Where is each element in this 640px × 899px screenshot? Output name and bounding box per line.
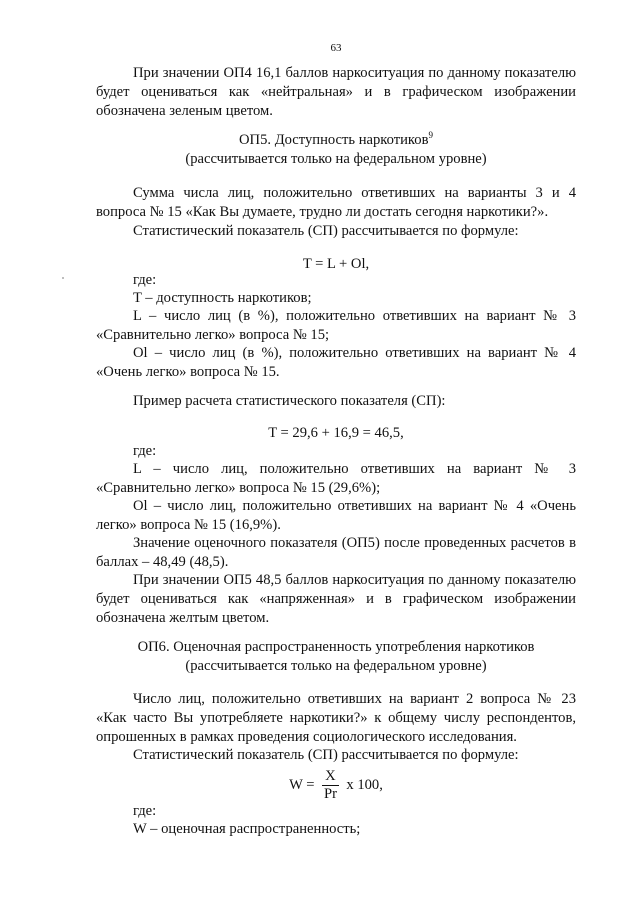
formula-rhs: x 100, <box>346 776 383 793</box>
paragraph-op4-conclusion: При значении ОП4 16,1 баллов наркоситуация по данному показателю будет оцениваться как «нейтральная» и в графическом изображении обозначена зеленым цветом. <box>96 65 576 119</box>
op5-heading <box>96 131 576 150</box>
example-definition-l: L – число лиц, положительно ответивших на вариант № 3 «Сравнительно легко» вопроса № 15 (29,6%); <box>96 461 576 496</box>
where-label-3: где: <box>133 803 157 819</box>
scan-speck <box>62 277 64 279</box>
page-number: 63 <box>330 42 342 54</box>
op5-value-paragraph: Значение оценочного показателя (ОП5) после проведенных расчетов в баллах – 48,49 (48,5). <box>96 535 576 570</box>
op5-sum-paragraph: Сумма числа лиц, положительно ответивших на варианты 3 и 4 вопроса № 15 «Как Вы думаете, трудно ли достать сегодня наркотики?». <box>96 185 576 220</box>
example-formula: T = 29,6 + 16,9 = 46,5, <box>268 425 404 441</box>
op5-stat-paragraph: Статистический показатель (СП) рассчитывается по формуле: <box>133 223 519 239</box>
formula-denominator: Pr <box>323 786 337 802</box>
where-label-2: где: <box>133 443 157 459</box>
op6-title: ОП6. Оценочная распространенность употребления наркотиков <box>137 639 535 655</box>
formula-numerator: X <box>322 768 339 786</box>
definition-l: L – число лиц (в %), положительно ответивших на вариант № 3 «Сравнительно легко» вопроса № 15; <box>96 308 576 343</box>
example-intro: Пример расчета статистического показателя (СП): <box>133 393 446 409</box>
definition-t: T – доступность наркотиков; <box>133 290 312 306</box>
op6-count-paragraph: Число лиц, положительно ответивших на вариант 2 вопроса № 23 «Как часто Вы употребляете наркотики?» к общему числу респондентов, опрошенных в рамках проведения социологического исследования. <box>96 691 576 745</box>
where-label: где: <box>133 272 157 288</box>
op5-formula: T = L + Ol, <box>302 256 370 272</box>
footnote-marker: 9 <box>428 130 433 140</box>
definition-w: W – оценочная распространенность; <box>133 821 361 837</box>
op6-stat-paragraph: Статистический показатель (СП) рассчитывается по формуле: <box>133 747 519 763</box>
op6-formula <box>96 768 576 803</box>
op5-conclusion-paragraph: При значении ОП5 48,5 баллов наркоситуация по данному показателю будет оцениваться как «напряженная» и в графическом изображении обозначена желтым цветом. <box>96 572 576 626</box>
op5-title: ОП5. Доступность наркотиков <box>239 132 429 148</box>
definition-ol: Ol – число лиц (в %), положительно ответивших на вариант № 4 «Очень легко» вопроса № 15. <box>96 345 576 380</box>
op5-subtitle: (рассчитывается только на федеральном уровне) <box>185 151 487 167</box>
formula-lhs: W = <box>289 776 315 793</box>
op6-subtitle: (рассчитывается только на федеральном уровне) <box>185 658 487 674</box>
example-definition-ol: Ol – число лиц, положительно ответивших на вариант № 4 «Очень легко» вопроса № 15 (16,9%). <box>96 498 576 533</box>
formula-fraction <box>322 768 339 803</box>
